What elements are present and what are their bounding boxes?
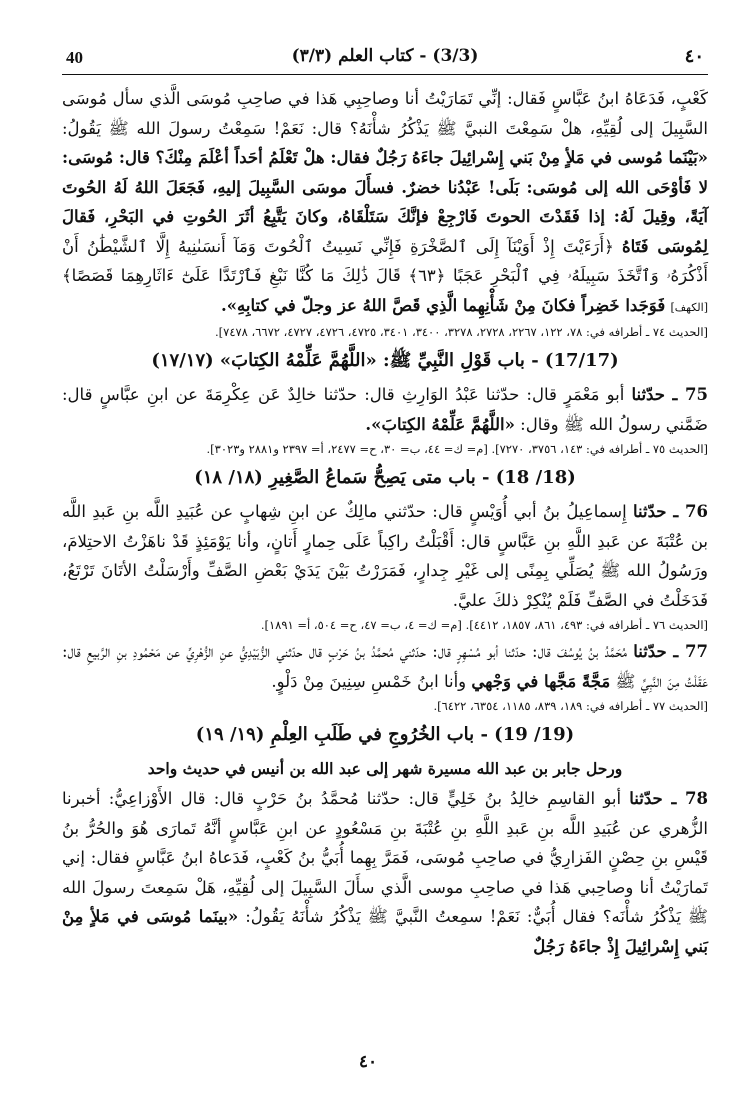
hadith-text: أبو القاسِمِ خالِدُ بنُ خَلِيٍّ قال: حدّثنا مُحمَّدُ بنُ حَرْبٍ قال: قال الأَوْزاعِيُّ: أخبرنا الزُّهري عن عُبَيدِ اللَّه بنِ عَبدِ اللَّهِ بنِ عُتْبَةَ بنِ مَسْعُودٍ عن ابنِ عَبَّاسٍ أنَّهُ تَمارَى هُوَ والحُرُّ بنُ قَيْسِ بنِ حِصْنٍ الفَزارِيُّ في صاحِبِ مُوسَى، فَمَرَّ بِهِما أُبَيُّ بنُ كَعْبٍ، فَدَعاهُ ابنُ عَبَّاسٍ فقال: إني تَمارَيْتُ أنا وصاحِبي هَذا في صاحِبِ موسى الَّذي سأَلَ السَّبِيلَ إلى لُقِيِّهِ، هَلْ سَمِعتَ رسولَ الله ﷺ يَذْكُرُ شأْنَه؟ فقال أُبَيٌّ: نَعَمْ! سمِعتُ النَّبيَّ ﷺ يَذْكُرُ شأْنَهُ يَقُولُ: [62,789,708,926]
hadith-text: أبو مَعْمَرٍ قال: حدّثنا عَبْدُ الوَارِثِ قال: حدّثنا خالِدٌ عَن عِكْرِمَةَ عن ابنِ عبَّاسٍ قال: ضَمَّني رسولُ الله ﷺ وقال: [62,385,708,434]
hadith-text-end: وأنا ابنُ خَمْسِ سِنِينَ مِنْ دَلْوٍ. [271,671,467,691]
hadith-74-continuation [62,84,708,322]
quran-quote: ﴿أَرَءَيْتَ إِذْ أَوَيْنَآ إِلَى ٱلصَّخْرَةِ فَإِنِّي نَسِيتُ ٱلْحُوتَ وَمَآ أَنسَىٰنِيهُ إِلَّا ٱلشَّيْطَٰنُ أَنْ أَذْكُرَهُۥ وَٱتَّخَذَ سَبِيلَهُۥ فِي ٱلْبَحْرِ عَجَبًا ﴿٦٣﴾ قَالَ ذَٰلِكَ مَا كُنَّا نَبْغِ فَٱرْتَدَّا عَلَىٰٓ ءَاثَارِهِمَا قَصَصًا﴾ [62,236,708,285]
hadith-76 [62,497,708,615]
hadith-number: 77 ـ حدّثنا [633,642,708,661]
hadith-quote: «بينَما مُوسَى في مَلأٍ مِنْ بَني إِسْرائِيلَ إِذْ جاءَهُ رَجُلٌ [62,907,708,956]
page-footer-number: ٤٠ [358,1052,378,1072]
chapter-heading-18: (18/ 18) - باب متى يَصِحُّ سَماعُ الصَّغِيرِ (١٨/ ١٨) [194,467,576,488]
hadith-quote: «بَيْنَما مُوسى في مَلأٍ مِنْ بَني إِسْرائِيلَ جاءَهُ رَجُلٌ فقال: هلْ تَعْلَمُ أحَداً أعْلَمَ مِنْكَ؟ قال: مُوسَى: لا فَأوْحَى الله إلى مُوسَى: بَلَى! عَبْدُنا خضرٌ. فسأَلَ موسَى السَّبِيلَ إليهِ، فَجَعَلَ اللهُ لَهُ الحُوتَ آيَةً، وقِيلَ لَهُ: إذا فَقَدْتَ الحوتَ فَارْجِعْ فإنَّكَ سَتَلْقَاهُ، وكانَ يَتَّبِعُ أثَرَ الحُوتِ في البَحْرِ، فَقالَ لِمُوسَى فَتَاهُ [62,148,709,256]
hadith-77 [62,637,708,696]
hadith-78 [62,784,708,961]
page-number-arabic: ٤٠ [684,46,704,67]
hadith-number: 78 ـ حدّثنا [629,789,708,808]
hadith-quote: مَجَّةً مَجَّها في وَجْهي [471,671,611,691]
footnote-77: [الحديث ٧٧ ـ أطرافه في: ١٨٩، ٨٣٩، ١١٨٥، ٦٣٥٤، ٦٤٢٢]. [433,699,708,713]
hadith-number: 76 ـ حدّثنا [633,502,708,521]
page-body [62,84,708,961]
chapter-heading-17: (17/17) - باب قَوْلِ النَّبِيِّ ﷺ: «اللَّهُمَّ عَلِّمْهُ الكِتابَ» (١٧/١٧) [151,350,619,371]
footnote-74: [الحديث ٧٤ ـ أطرافه في: ٧٨، ١٢٢، ٢٢٦٧، ٢٧٢٨، ٣٢٧٨، ٣٤٠٠، ٣٤٠١، ٤٧٢٥، ٤٧٢٦، ٤٧٢٧، ٦٦٧٢، ٧٤٧٨]. [214,325,708,339]
running-title: (3/3) - كتاب العلم (٣/٣) [291,46,479,66]
page-header [62,44,708,72]
hadith-quote-end: فَوَجَدا خَضِراً فكانَ مِنْ شَأْنِهِما الَّذِي قَصَّ اللهُ عز وجلّ في كتابِهِ». [220,295,666,315]
footnote-75: [الحديث ٧٥ ـ أطرافه في: ١٤٣، ٣٧٥٦، ٧٢٧٠]. [م= ك= ٤٤، ب= ٣٠، ح= ٢٤٧٧، أ= ٢٣٩٧ و٢٨٨١ و٣٠٢٣]. [206,442,708,456]
hadith-quote: «اللَّهُمَّ عَلِّمْهُ الكِتابَ». [365,414,515,434]
quran-reference: [الكهف] [670,300,708,314]
page-number-latin: 40 [66,48,83,67]
hadith-text: مُحَمَّدُ بنُ يُوسُفَ قال: حدّثنا أبو مُسْهِرٍ قال: حدّثني مُحمَّدُ بنُ حَرْبٍ قال حدّثني الزُّبَيْدِيُّ عنِ الزُّهْرِيِّ عن مَحْمُودِ بنِ الرَّبيعِ قال: عَقَلْتُ مِنَ النَّبِيِّ ﷺ [62,642,708,691]
hadith-text: كَعْبٍ، فَدَعَاهُ ابنُ عَبَّاسٍ فَقال: إنِّي تَمَارَيْتُ أنا وصاحِبِي هَذا في صاحِبِ مُوسَى الَّذي سأل مُوسَى السَّبِيلَ إلى لُقِيِّهِ، هلْ سَمِعْتَ النبيَّ ﷺ يَذْكُرُ شأْنَهُ؟ قال: نَعَمْ! سَمِعْتُ رسولَ الله ﷺ يَقُولُ: [62,89,708,138]
header-divider [62,74,708,75]
hadith-75 [62,380,708,439]
hadith-text: إِسماعِيلُ بنُ أبي أُوَيْسٍ قال: حدّثني مالِكٌ عن ابنِ شِهابٍ عن عُبَيدِ اللَّه بنِ عَبدِ اللَّه بن عُتْبَةَ عن عَبدِ اللَّهِ بنِ عَبَّاسٍ قال: أَقْبَلْتُ راكِباً عَلَى حِمارٍ أَتانٍ، وأنا يَوْمَئِذٍ قَدْ ناهَزْتُ الاحتِلامَ، ورَسُولُ الله ﷺ يُصَلِّي بِمِنًى إلى غَيْرِ جِدارٍ، فَمَرَرْتُ بَيْنَ يَدَيْ بَعْضِ الصَّفِّ وأَرْسَلْتُ الأتَانَ تَرْتَعُ، فَدَخَلْتُ في الصَّفِّ فَلَمْ يُنْكِرْ ذلكَ عليَّ. [62,502,708,610]
chapter-subheading-19: ورحل جابر بن عبد الله مسيرة شهر إلى عبد الله بن أنيس في حديث واحد [147,759,623,778]
footnote-76: [الحديث ٧٦ ـ أطرافه في: ٤٩٣، ٨٦١، ١٨٥٧، ٤٤١٢]. [م= ك= ٤، ب= ٤٧، ح= ٥٠٤، أ= ١٨٩١]. [260,618,708,632]
chapter-heading-19: (19/ 19) - باب الخُرُوجِ في طَلَبِ العِلْمِ (١٩/ ١٩) [195,724,575,745]
hadith-number: 75 ـ حدّثنا [631,385,708,404]
